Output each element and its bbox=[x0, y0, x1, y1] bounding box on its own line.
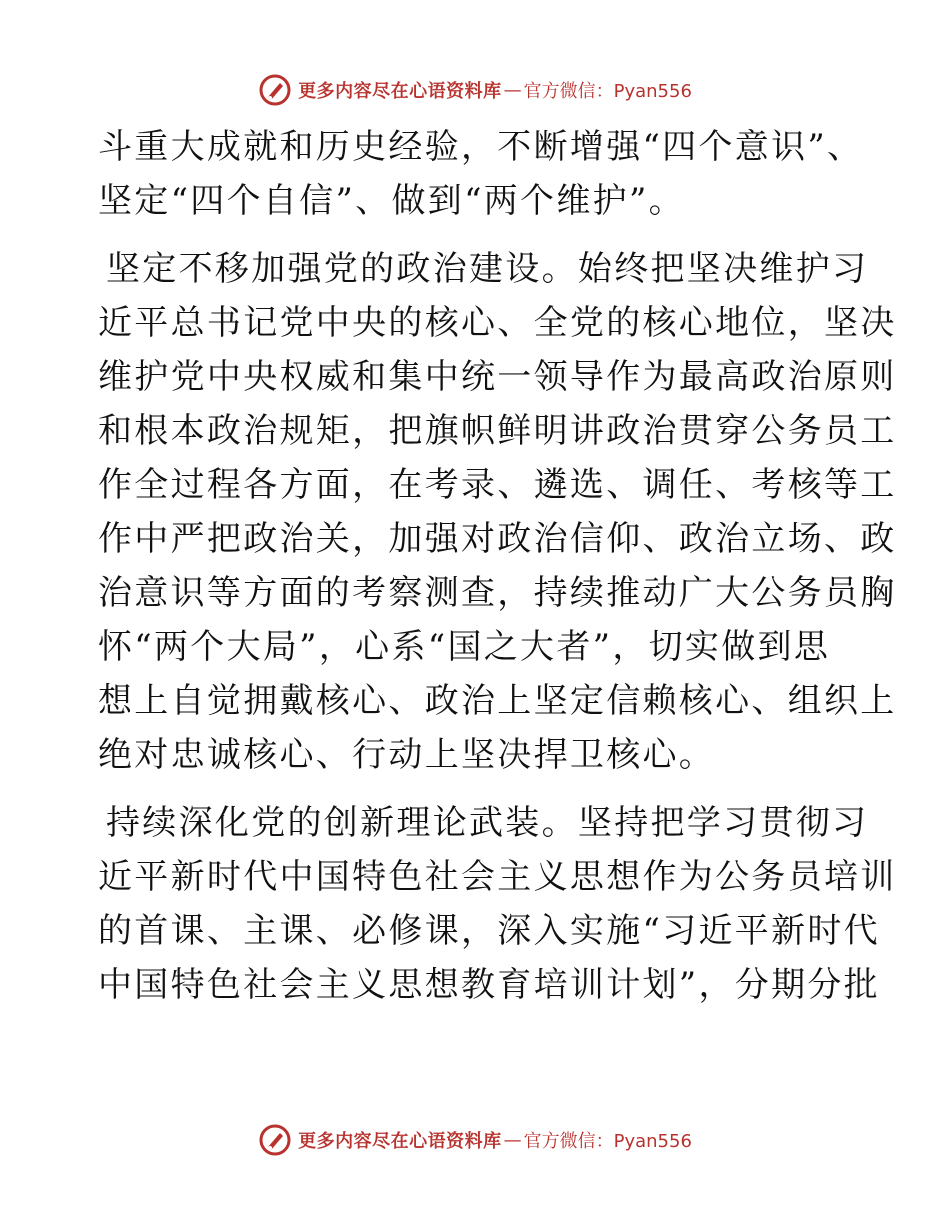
watermark-brand: 更多内容尽在心语资料库 bbox=[298, 81, 502, 102]
text-line: 坚定“四个自信”、做到“两个维护”。 bbox=[98, 181, 685, 221]
text-line: 作中严把政治关，加强对政治信仰、政治立场、政 bbox=[98, 519, 897, 559]
header-watermark bbox=[0, 70, 950, 110]
text-line: 和根本政治规矩，把旗帜鲜明讲政治贯穿公务员工 bbox=[98, 411, 897, 451]
text-line: 持续深化党的创新理论武装。坚持把学习贯彻习 bbox=[106, 803, 869, 843]
text-line: 近平新时代中国特色社会主义思想作为公务员培训 bbox=[98, 857, 897, 897]
text-line: 的首课、主课、必修课，深入实施“习近平新时代 bbox=[98, 911, 880, 951]
text-line: 治意识等方面的考察测查，持续推动广大公务员胸 bbox=[98, 573, 897, 613]
watermark-separator: — bbox=[503, 1129, 522, 1151]
watermark-contact: 官方微信：Pyan556 bbox=[523, 81, 692, 102]
pen-nib-circle-icon bbox=[258, 1123, 292, 1157]
watermark-brand: 更多内容尽在心语资料库 bbox=[298, 1131, 502, 1152]
document-body bbox=[98, 120, 897, 1012]
text-line: 维护党中央权威和集中统一领导作为最高政治原则 bbox=[98, 357, 897, 397]
footer-watermark bbox=[0, 1120, 950, 1160]
text-line: 绝对忠诚核心、行动上坚决捍卫核心。 bbox=[98, 735, 716, 775]
paragraph bbox=[98, 120, 864, 228]
pen-nib-circle-icon bbox=[258, 73, 292, 107]
text-line: 怀“两个大局”，心系“国之大者”，切实做到思 bbox=[98, 627, 831, 667]
watermark-separator: — bbox=[503, 79, 522, 101]
text-line: 中国特色社会主义思想教育培训计划”，分期分批 bbox=[98, 965, 880, 1005]
watermark-contact: 官方微信：Pyan556 bbox=[523, 1131, 692, 1152]
text-line: 近平总书记党中央的核心、全党的核心地位，坚决 bbox=[98, 303, 897, 343]
text-line: 坚定不移加强党的政治建设。始终把坚决维护习 bbox=[106, 249, 869, 289]
text-line: 斗重大成就和历史经验，不断增强“四个意识”、 bbox=[98, 127, 864, 167]
paragraph bbox=[98, 796, 897, 1012]
paragraph bbox=[98, 242, 897, 782]
text-line: 作全过程各方面，在考录、遴选、调任、考核等工 bbox=[98, 465, 897, 505]
text-line: 想上自觉拥戴核心、政治上坚定信赖核心、组织上 bbox=[98, 681, 897, 721]
